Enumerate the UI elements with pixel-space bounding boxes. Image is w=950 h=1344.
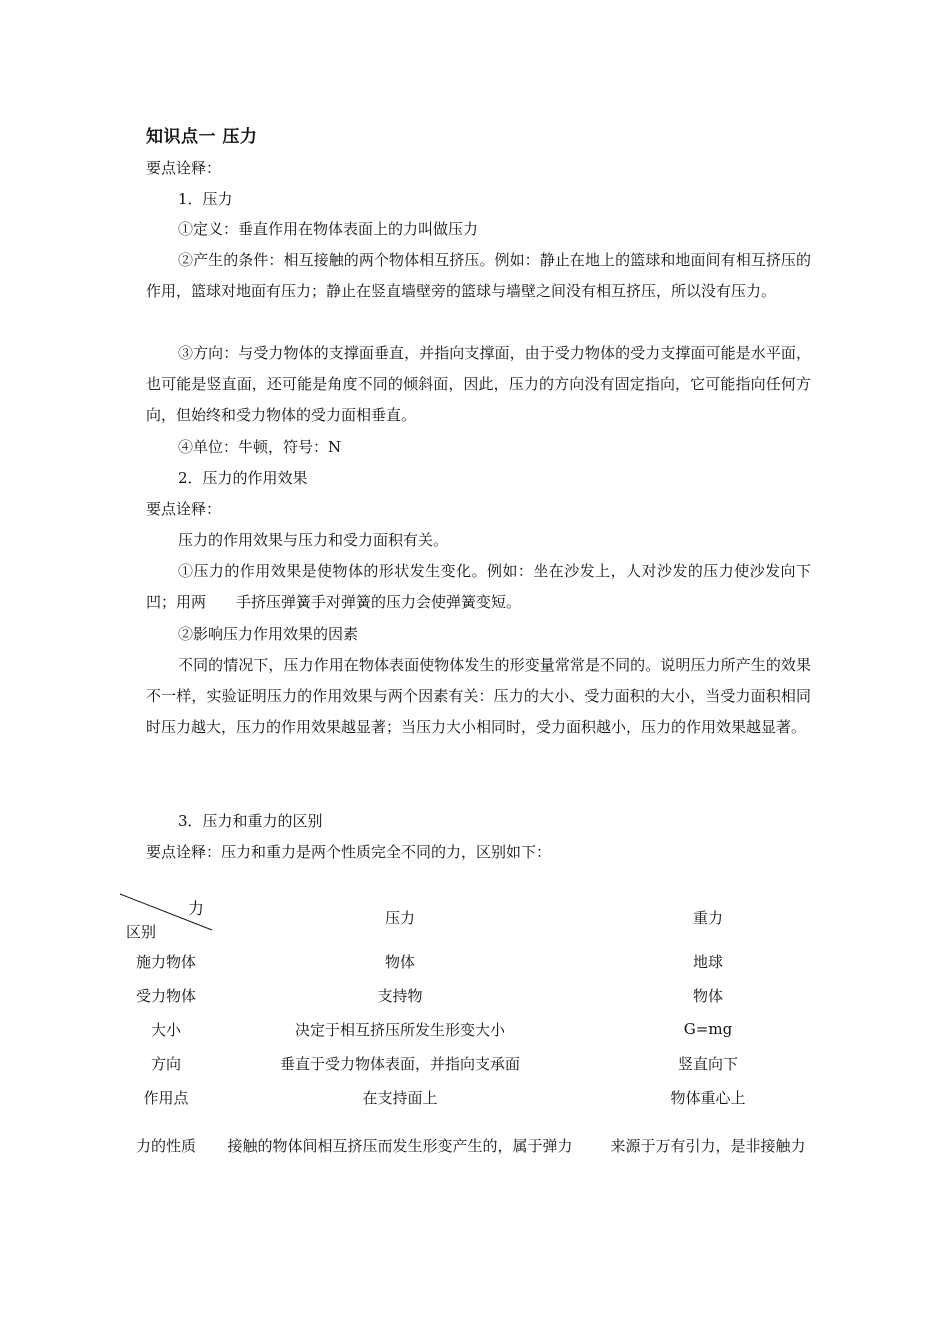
subsection-title-difference: 3．压力和重力的区别 (178, 812, 323, 830)
effect-paragraph-1: ①压力的作用效果是使物体的形状发生变化。例如：坐在沙发上，人对沙发的压力使沙发向下凹；用两 手挤压弹簧手对弹簧的压力会使弹簧变短。 (146, 562, 811, 611)
key-points-label: 要点诠释： (146, 159, 222, 177)
table-row (118, 1046, 830, 1080)
effect-intro: 压力的作用效果与压力和受力面积有关。 (178, 531, 449, 549)
pressure-cell: 在支持面上 (362, 1088, 438, 1107)
row-label: 受力物体 (135, 986, 196, 1005)
gravity-cell: 物体 (692, 986, 723, 1005)
pressure-cell: 支持物 (377, 986, 423, 1005)
column-header-pressure: 压力 (384, 908, 415, 927)
table-row (118, 1114, 830, 1178)
subsection-title-effect: 2．压力的作用效果 (178, 469, 308, 487)
gravity-cell: 物体重心上 (670, 1088, 746, 1107)
gravity-cell: 地球 (692, 952, 723, 971)
table-row (118, 1080, 830, 1114)
row-label: 作用点 (143, 1088, 189, 1107)
pressure-cell: 物体 (384, 952, 415, 971)
corner-cell (118, 890, 214, 944)
column-header-gravity: 重力 (692, 908, 723, 927)
table-row (118, 1012, 830, 1046)
gravity-cell: 来源于万有引力，是非接触力 (610, 1137, 806, 1155)
row-label: 力的性质 (135, 1137, 196, 1155)
pressure-cell: 决定于相互挤压所发生形变大小 (294, 1020, 505, 1039)
row-label: 大小 (150, 1020, 181, 1039)
table-header-row (118, 890, 830, 944)
difference-intro: 要点诠释：压力和重力是两个性质完全不同的力，区别如下： (146, 843, 552, 861)
table-row (118, 944, 830, 978)
condition-paragraph: ②产生的条件：相互接触的两个物体相互挤压。例如：静止在地上的篮球和地面间有相互挤压的作用，篮球对地面有压力；静止在竖直墙壁旁的篮球与墙壁之间没有相互挤压，所以没有压力。 (146, 251, 811, 300)
corner-force-label: 力 (187, 899, 204, 918)
pressure-cell: 垂直于受力物体表面，并指向支承面 (279, 1054, 520, 1073)
subsection-title-pressure: 1．压力 (178, 190, 233, 208)
effect-factors-title: ②影响压力作用效果的因素 (178, 625, 359, 643)
pressure-cell: 接触的物体间相互挤压而发生形变产生的，属于弹力 (227, 1137, 573, 1155)
comparison-table (118, 890, 830, 1178)
table-row (118, 978, 830, 1012)
direction-paragraph: ③方向：与受力物体的支撑面垂直，并指向支撑面，由于受力物体的受力支撑面可能是水平面，也可能是竖直面，还可能是角度不同的倾斜面，因此，压力的方向没有固定指向，它可能指向任何方向，但始终和受力物体的受力面相垂直。 (146, 344, 811, 424)
row-label: 方向 (150, 1054, 181, 1073)
definition-paragraph: ①定义：垂直作用在物体表面上的力叫做压力 (178, 220, 479, 238)
effect-factors-paragraph: 不同的情况下，压力作用在物体表面使物体发生的形变量常常是不同的。说明压力所产生的效果不一样，实验证明压力的作用效果与两个因素有关：压力的大小、受力面积的大小，当受力面积相同时压力越大，压力的作用效果越显著；当压力大小相同时，受力面积越小，压力的作用效果越显著。 (146, 656, 811, 736)
gravity-cell: 竖直向下 (677, 1054, 738, 1073)
section-heading: 知识点一 压力 (146, 127, 258, 147)
row-label: 施力物体 (135, 952, 196, 971)
unit-paragraph: ④单位：牛顿，符号：N (178, 438, 342, 456)
key-points-label-2: 要点诠释： (146, 500, 222, 518)
gravity-cell: G=mg (683, 1020, 733, 1038)
corner-difference-label: 区别 (126, 923, 157, 941)
